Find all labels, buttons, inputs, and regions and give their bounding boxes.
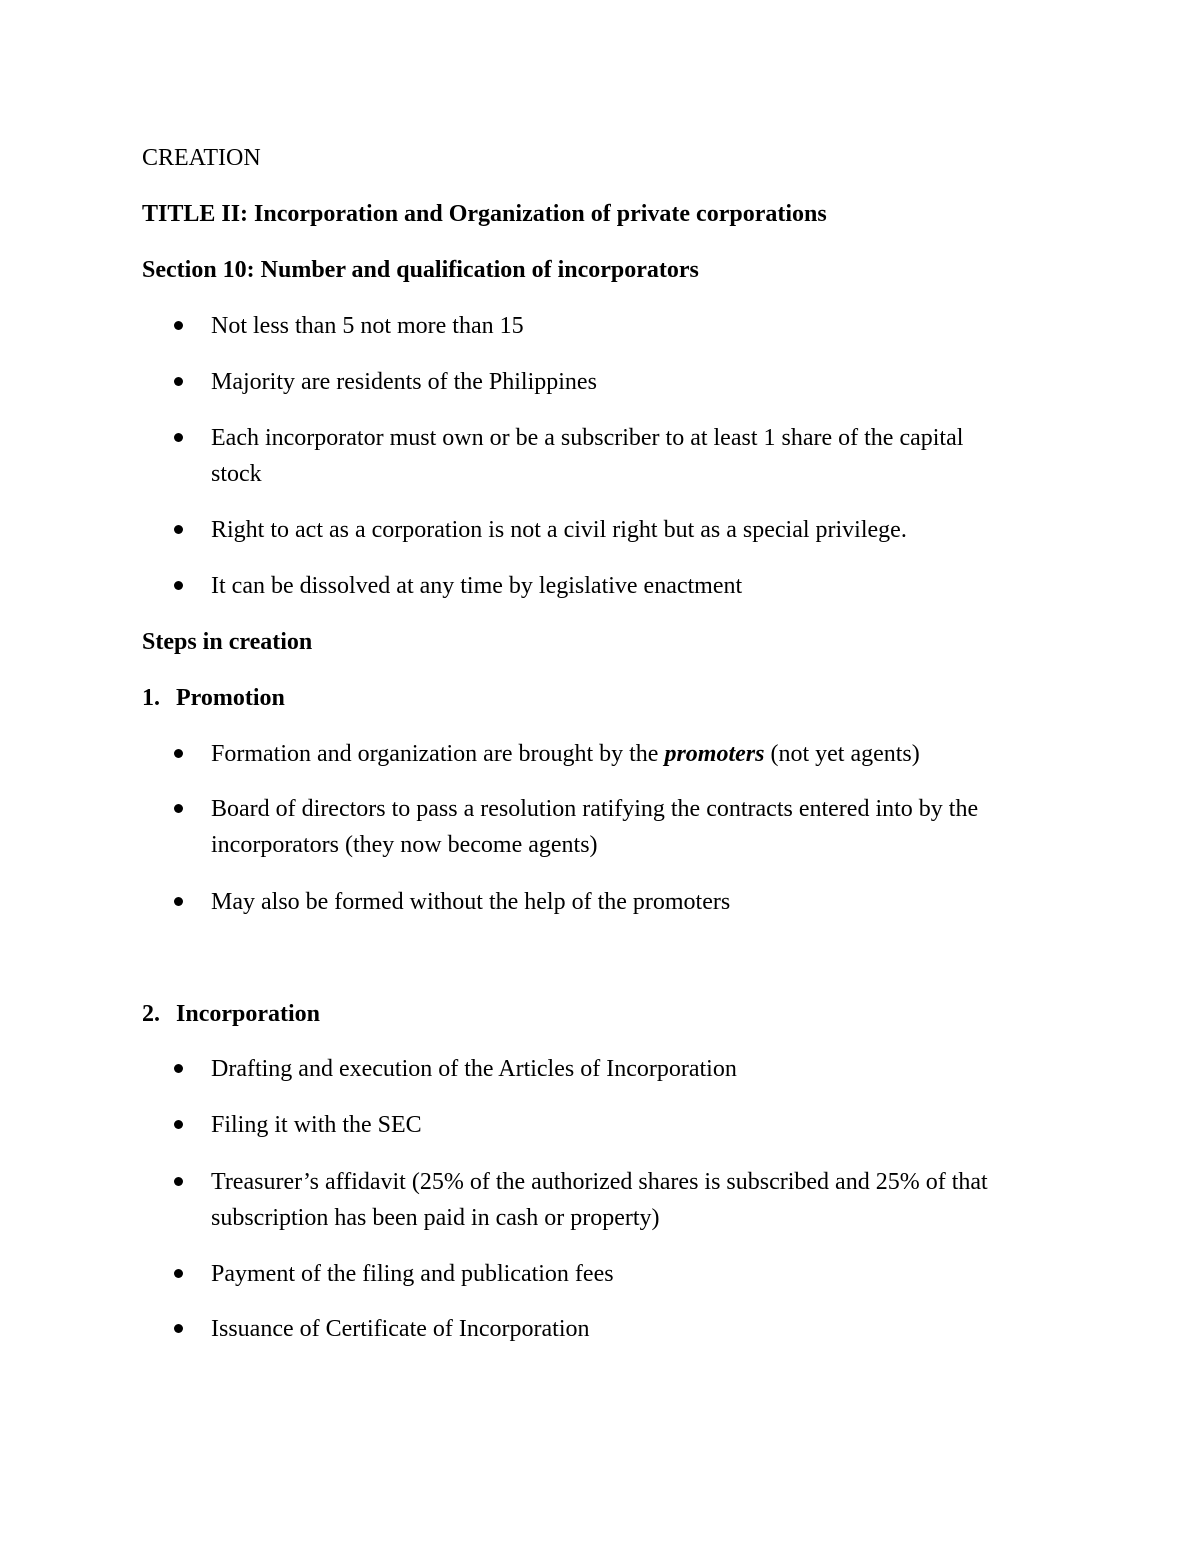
incorporation-bullet-3: Treasurer’s affidavit (25% of the authorized shares is subscribed and 25% of that subscription has been paid in cash or property) [211,1169,988,1231]
bullet-dot [174,377,183,386]
incorporation-bullet-1: Drafting and execution of the Articles of Incorporation [211,1056,737,1082]
promotion-bullet-1 [211,736,1061,772]
bullet-dot [174,525,183,534]
promotion-bullet-1-text-after: (not yet agents) [764,741,920,767]
section-bullet-1: Not less than 5 not more than 15 [211,313,524,339]
bullet-dot [174,1269,183,1278]
bullet-dot [174,804,183,813]
promotion-bullet-2: Board of directors to pass a resolution ratifying the contracts entered into by the incorporators (they now become agents) [211,796,979,858]
promotion-bullet-3: May also be formed without the help of the promoters [211,889,731,915]
bullet-dot [174,1324,183,1333]
section-heading: Section 10: Number and qualification of incorporators [142,257,699,283]
title-heading: TITLE II: Incorporation and Organization of private corporations [142,201,827,227]
promotion-bullet-1-text-before: Formation and organization are brought by the [211,741,665,767]
bullet-dot [174,749,183,758]
document-heading: CREATION [142,145,261,171]
bullet-dot [174,1120,183,1129]
section-bullet-2: Majority are residents of the Philippines [211,369,597,395]
bullet-dot [174,1177,183,1186]
step-number: 1. [142,685,160,711]
incorporation-bullet-2: Filing it with the SEC [211,1112,422,1138]
step-number: 2. [142,1001,160,1027]
incorporation-bullet-5: Issuance of Certificate of Incorporation [211,1316,590,1342]
section-bullet-5: It can be dissolved at any time by legislative enactment [211,573,743,599]
bullet-dot [174,1064,183,1073]
incorporation-bullet-4: Payment of the filing and publication fees [211,1261,614,1287]
bullet-dot [174,433,183,442]
bullet-dot [174,321,183,330]
promoters-emphasis: promoters [664,741,765,767]
bullet-dot [174,581,183,590]
step-label-incorporation: Incorporation [176,1001,320,1027]
steps-heading: Steps in creation [142,629,313,655]
bullet-dot [174,897,183,906]
section-bullet-3: Each incorporator must own or be a subscriber to at least 1 share of the capital stock [211,425,964,487]
section-bullet-4: Right to act as a corporation is not a civil right but as a special privilege. [211,517,907,543]
step-label-promotion: Promotion [176,685,285,711]
